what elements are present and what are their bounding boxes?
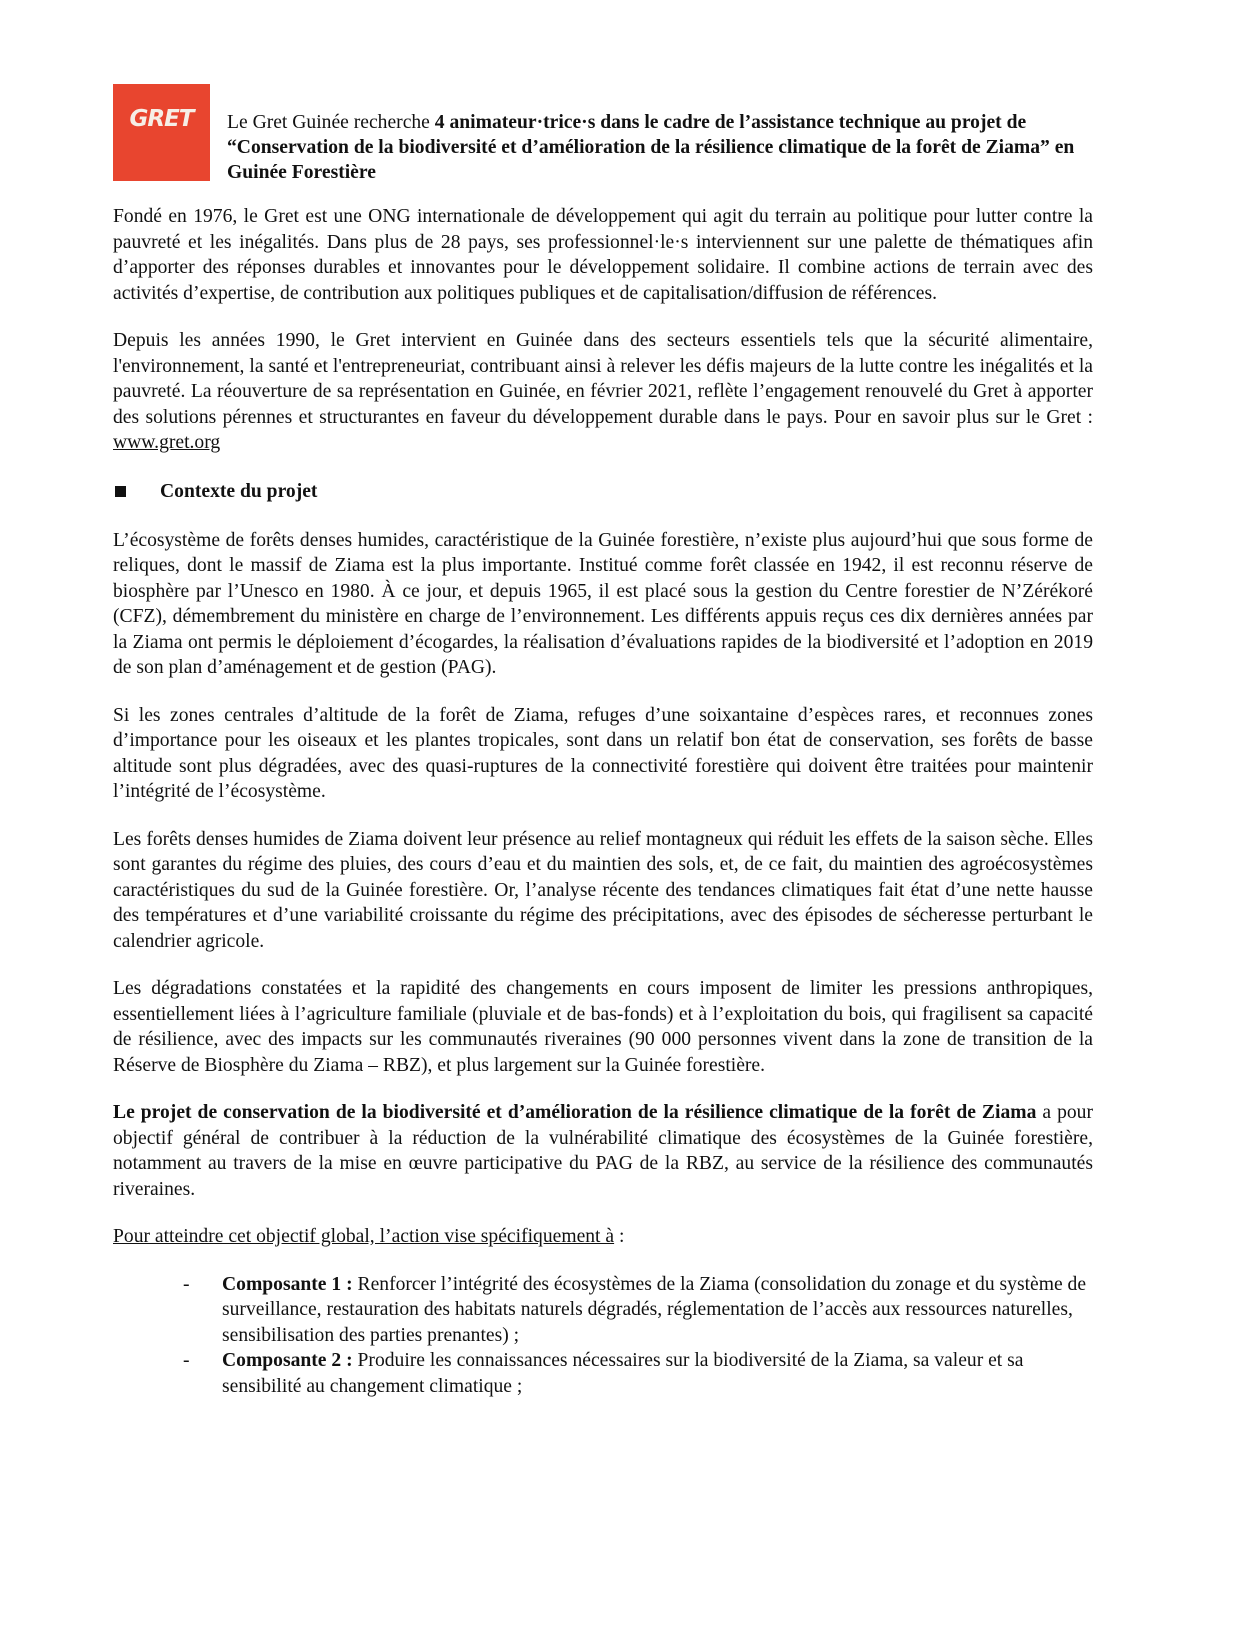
about-paragraph-1: Fondé en 1976, le Gret est une ONG internationale de développement qui agit du terrain au politique pour lutter contre la pauvreté et les inégalités. Dans plus de 28 pays, ses professionnel·le·s interviennent sur une palette de thématiques afin d’apporter des réponses durables et innovantes pour le développement solidaire. Il combine actions de terrain avec des activités d’expertise, de contribution aux politiques publiques et de capitalisation/diffusion de références. <box>113 206 1093 304</box>
about-paragraph-2 <box>113 328 1093 456</box>
section-heading-context <box>113 478 1093 506</box>
objective-intro <box>113 1224 1093 1250</box>
document-page <box>113 84 1093 1399</box>
project-objective-paragraph <box>113 1100 1093 1202</box>
context-paragraph-2: Si les zones centrales d’altitude de la forêt de Ziama, refuges d’une soixantaine d’espèces rares, et reconnues zones d’importance pour les oiseaux et les plantes tropicales, sont dans un relatif bon état de conservation, ses forêts de basse altitude sont plus dégradées, avec des quasi-ruptures de la connectivité forestière qui doivent être traitées pour maintenir l’intégrité de l’écosystème. <box>113 704 1093 802</box>
components-list <box>183 1272 1093 1400</box>
gret-logo <box>113 84 210 181</box>
list-item-component-1 <box>183 1272 1093 1349</box>
list-item-component-2 <box>183 1348 1093 1399</box>
component-2-label: Composante 2 : <box>222 1350 353 1371</box>
section-heading-text: Contexte du projet <box>160 480 318 502</box>
component-2-text: Produire les connaissances nécessaires sur la biodiversité de la Ziama, sa valeur et sa sensibilité au changement climatique ; <box>222 1350 1024 1397</box>
gret-website-link[interactable]: www.gret.org <box>113 432 221 453</box>
intro-prefix: Le Gret Guinée recherche <box>227 112 435 133</box>
component-1-text-block <box>222 1272 1093 1349</box>
project-objective-text: a pour objectif général de contribuer à la réduction de la vulnérabilité climatique des écosystèmes de la Guinée forestière, notamment au travers de la mise en œuvre participative du PAG de la RBZ, au service de la résilience des communautés riveraines. <box>113 1102 1093 1200</box>
square-bullet-icon <box>115 486 126 497</box>
job-header <box>113 84 1093 184</box>
objective-intro-suffix: : <box>614 1226 625 1247</box>
job-intro <box>227 110 1093 185</box>
context-paragraph-4: Les dégradations constatées et la rapidité des changements en cours imposent de limiter les pressions anthropiques, essentiellement liées à l’agriculture familiale (pluviale et de bas-fonds) et à l’exploitation du bois, qui fragilisent sa capacité de résilience, avec des impacts sur les communautés riveraines (90 000 personnes vivent dans la zone de transition de la Réserve de Biosphère du Ziama – RBZ), et plus largement sur la Guinée forestière. <box>113 978 1093 1076</box>
dash-bullet-icon: - <box>183 1350 190 1371</box>
component-2-text-block <box>222 1348 1093 1399</box>
context-paragraph-1: L’écosystème de forêts denses humides, caractéristique de la Guinée forestière, n’existe plus aujourd’hui que sous forme de reliques, dont le massif de Ziama est la plus importante. Institué comme forêt classée en 1942, il est reconnu réserve de biosphère par l’Unesco en 1980. À ce jour, et depuis 1965, il est placé sous la gestion du Centre forestier de N’Zérékoré (CFZ), démembrement du ministère en charge de l’environnement. Les différents appuis reçus ces dix dernières années par la Ziama ont permis le déploiement d’écogardes, la réalisation d’évaluations rapides de la biodiversité et l’adoption en 2019 de son plan d’aménagement et de gestion (PAG). <box>113 529 1093 678</box>
about-paragraph-2-text: Depuis les années 1990, le Gret intervient en Guinée dans des secteurs essentiels tels que la sécurité alimentaire, l'environnement, la santé et l'entrepreneuriat, contribuant ainsi à relever les défis majeurs de la lutte contre les inégalités et la pauvreté. La réouverture de sa représentation en Guinée, en février 2021, reflète l’engagement renouvelé du Gret à apporter des solutions pérennes et structurantes en faveur du développement durable dans le pays. Pour en savoir plus sur le Gret : <box>113 330 1093 428</box>
component-1-label: Composante 1 : <box>222 1273 353 1295</box>
project-title-bold: Le projet de conservation de la biodiversité et d’amélioration de la résilience climatique de la forêt de Ziama <box>113 1102 1037 1123</box>
component-1-text: Renforcer l’intégrité des écosystèmes de la Ziama (consolidation du zonage et du système de surveillance, restauration des habitats naturels dégradés, réglementation de l’accès aux ressources naturelles, sensibilisation des parties prenantes) ; <box>222 1273 1087 1346</box>
dash-bullet-icon: - <box>183 1273 190 1295</box>
logo-text: GRET <box>129 106 194 132</box>
intro-bold: 4 animateur·trice·s dans le cadre de l’assistance technique au projet de “Conservation de la biodiversité et d’amélioration de la résilience climatique de la forêt de Ziama” en Guinée Forestière <box>227 112 1075 183</box>
objective-intro-underlined: Pour atteindre cet objectif global, l’action vise spécifiquement à <box>113 1226 615 1247</box>
context-paragraph-3: Les forêts denses humides de Ziama doivent leur présence au relief montagneux qui réduit les effets de la saison sèche. Elles sont garantes du régime des pluies, des cours d’eau et du maintien des sols, et, de ce fait, du maintien des agroécosystèmes caractéristiques du sud de la Guinée forestière. Or, l’analyse récente des tendances climatiques fait état d’une nette hausse des températures et d’une variabilité croissante du régime des précipitations, avec des épisodes de sécheresse perturbant le calendrier agricole. <box>113 828 1093 952</box>
